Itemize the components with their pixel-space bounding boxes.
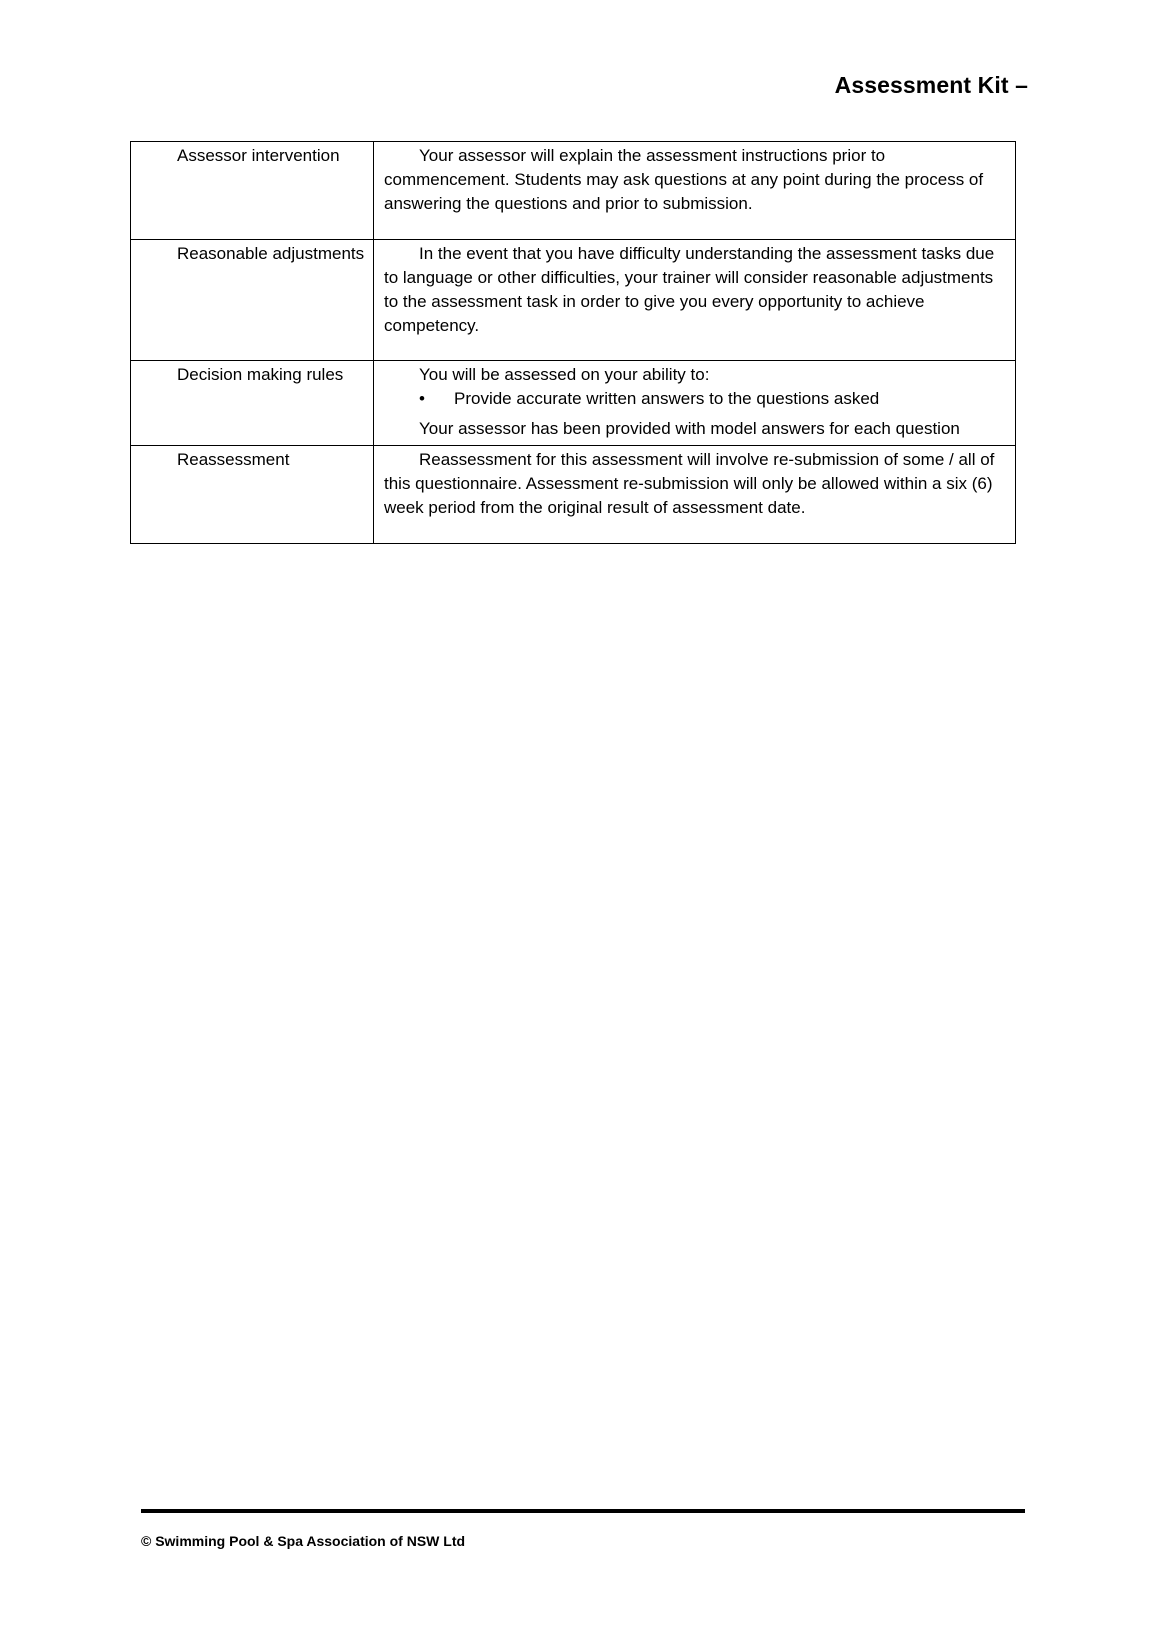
row-paragraph: Reassessment for this assessment will involve re-submission of some / all of this questionnaire. Assessment re-submission will only be allowed within a six (6) week period from the original result of assessment date. — [384, 450, 995, 517]
row-content-cell — [374, 142, 1016, 240]
footer-divider — [141, 1509, 1025, 1513]
row-content-cell — [374, 361, 1016, 446]
row-intro: You will be assessed on your ability to: — [419, 365, 710, 384]
bullet-item — [384, 387, 1004, 411]
row-label: Reasonable adjustments — [177, 244, 365, 263]
row-content-cell — [374, 240, 1016, 361]
row-label-cell — [131, 240, 374, 361]
bullet-icon: • — [419, 389, 425, 408]
page-title: Assessment Kit – — [834, 72, 1028, 98]
row-paragraph: Your assessor will explain the assessment instructions prior to commencement. Students may ask questions at any point during the process of answering the questions and prior to submission. — [384, 146, 984, 213]
row-label-cell — [131, 446, 374, 544]
row-closing: Your assessor has been provided with model answers for each question — [419, 419, 960, 438]
table-row — [131, 240, 1016, 361]
row-label-cell — [131, 142, 374, 240]
bullet-text: Provide accurate written answers to the questions asked — [454, 389, 880, 408]
table-row — [131, 361, 1016, 446]
row-paragraph: In the event that you have difficulty understanding the assessment tasks due to language or other difficulties, your trainer will consider reasonable adjustments to the assessment task in order to give you every opportunity to achieve competency. — [384, 244, 995, 335]
row-label: Reassessment — [177, 450, 290, 469]
row-label-cell — [131, 361, 374, 446]
table-row — [131, 142, 1016, 240]
assessment-info-table — [130, 141, 1016, 544]
row-label: Decision making rules — [177, 365, 344, 384]
table-row — [131, 446, 1016, 544]
row-label: Assessor intervention — [177, 146, 340, 165]
footer-copyright: © Swimming Pool & Spa Association of NSW Ltd — [141, 1533, 466, 1549]
row-content-cell — [374, 446, 1016, 544]
